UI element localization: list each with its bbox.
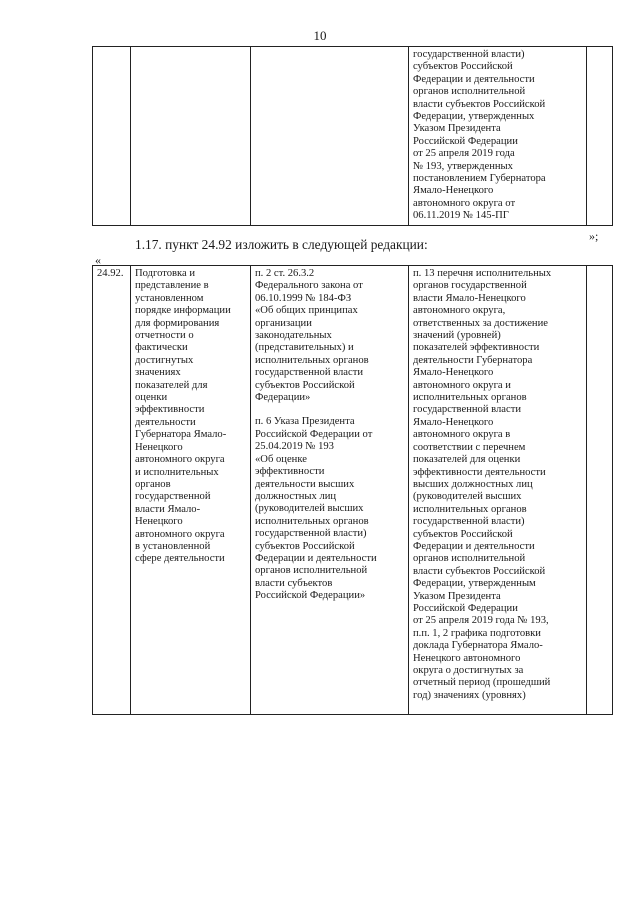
text-line: субъектов Российской	[413, 528, 513, 540]
text-line: Федерации и деятельности	[413, 73, 535, 85]
text-line: должностных лиц	[255, 490, 337, 502]
text-line: исполнительных органов	[413, 503, 527, 515]
text-line: (руководителей высших	[413, 491, 522, 503]
table-cell-extra	[587, 47, 613, 226]
amendment-text: 1.17. пункт 24.92 изложить в следующей редакции:	[135, 237, 428, 252]
text-line: государственной власти)	[413, 49, 525, 60]
text-line: 25.04.2019 № 193	[255, 441, 334, 453]
text-line: субъектов Российской	[255, 540, 355, 552]
text-line: власти субъектов	[255, 577, 333, 589]
text-line: Ямало-Ненецкого	[413, 367, 494, 379]
text-line: показателей для	[135, 379, 208, 391]
page-number: 10	[313, 28, 327, 43]
text-line: Указом Президента	[413, 590, 501, 602]
text-line: (руководителей высших	[255, 503, 364, 515]
text-line: № 193, утвержденных	[413, 160, 513, 172]
text-line: п.п. 1, 2 графика подготовки	[413, 627, 541, 639]
text-line: автономного округа от	[413, 197, 516, 209]
text-line: субъектов Российской	[413, 61, 513, 73]
text-line: отчетный период (прошедший	[413, 677, 551, 689]
table-row	[93, 47, 613, 226]
text-line: Ненецкого	[135, 516, 183, 528]
legal-basis-block-1	[255, 268, 404, 404]
text-line: Российской Федерации от	[255, 428, 373, 440]
text-line: Федерации и деятельности	[255, 552, 377, 564]
text-line: 06.10.1999 № 184-ФЗ	[255, 292, 352, 304]
text-line: деятельности Губернатора	[413, 354, 533, 366]
text-line: Указом Президента	[413, 123, 501, 135]
text-line: округа о достигнутых за	[413, 665, 524, 676]
text-line: для формирования	[135, 317, 220, 329]
text-line: установленном	[135, 292, 204, 304]
text-line: государственной	[135, 491, 211, 503]
table-cell-number	[93, 47, 131, 226]
text-line: исполнительных органов	[255, 354, 369, 366]
text-line: достигнутых	[135, 354, 194, 366]
text-line: Ненецкого автономного	[413, 652, 521, 664]
text-line: эффективности	[135, 404, 205, 416]
text-line: Губернатора Ямало-	[135, 429, 227, 441]
text-line: значений (уровней)	[413, 330, 501, 342]
text-line: представление в	[135, 280, 209, 292]
text-line: власти субъектов Российской	[413, 98, 546, 110]
text-line: Федерального закона от	[255, 280, 363, 292]
text-line: исполнительных органов	[413, 392, 527, 404]
text-line: автономного округа в	[413, 429, 511, 441]
text-line: органов	[135, 478, 171, 490]
text-line: от 25 апреля 2019 года	[413, 148, 515, 160]
table-cell-document	[409, 266, 587, 715]
text-line: организации	[255, 317, 312, 329]
text-line: «Об общих принципах	[255, 305, 358, 317]
text-line: п. 6 Указа Президента	[255, 416, 355, 428]
legal-basis-block-2	[255, 416, 404, 602]
text-line: отчетности о	[135, 330, 194, 342]
text-line: сфере деятельности	[135, 553, 225, 565]
table-row	[93, 266, 613, 715]
text-line: власти Ямало-	[135, 503, 201, 515]
text-line: власти субъектов Российской	[413, 565, 546, 577]
text-line: исполнительных органов	[255, 515, 369, 527]
table-cell-extra	[587, 266, 613, 715]
text-line: показателей для оценки	[413, 454, 521, 466]
text-line: Федерации, утвержденных	[413, 111, 535, 123]
table-cell-legal-basis	[251, 266, 409, 715]
text-line: показателей эффективности	[413, 342, 540, 354]
text-line: Российской Федерации»	[255, 590, 366, 602]
text-line: законодательных	[255, 330, 332, 342]
text-line: органов исполнительной	[413, 86, 526, 98]
text-line: «Об оценке	[255, 453, 307, 465]
text-line: год) значениях (уровнях)	[413, 689, 526, 701]
text-line: государственной власти	[255, 367, 364, 379]
text-line: автономного округа,	[413, 305, 506, 317]
text-line: Федерации, утвержденным	[413, 578, 536, 590]
text-line: Ямало-Ненецкого	[413, 185, 494, 197]
text-line: Российской Федерации	[413, 135, 518, 147]
text-line: государственной власти)	[413, 516, 525, 528]
text-line: постановлением Губернатора	[413, 173, 546, 185]
text-line: доклада Губернатора Ямало-	[413, 640, 543, 652]
text-line: значениях	[135, 367, 181, 379]
table-cell-number: 24.92.	[93, 266, 131, 715]
text-line: и исполнительных	[135, 466, 219, 478]
text-line: Ненецкого	[135, 441, 183, 453]
text-line: эффективности деятельности	[413, 466, 546, 478]
text-line: Подготовка и	[135, 268, 196, 279]
text-line: Федерации»	[255, 392, 311, 404]
text-line: ответственных за достижение	[413, 317, 548, 329]
text-line: порядке информации	[135, 305, 231, 317]
text-line: 06.11.2019 № 145-ПГ	[413, 210, 509, 222]
amendment-table	[92, 265, 613, 715]
text-line: государственной власти)	[255, 528, 367, 540]
text-line: власти Ямало-Ненецкого	[413, 292, 526, 304]
text-line: п. 2 ст. 26.3.2	[255, 268, 315, 279]
table-cell-document	[409, 47, 587, 226]
table-cell-task	[131, 266, 251, 715]
text-line: фактически	[135, 342, 188, 354]
text-line: п. 13 перечня исполнительных	[413, 268, 552, 279]
text-line: деятельности	[135, 416, 196, 428]
text-line: автономного округа	[135, 454, 225, 466]
text-line: эффективности	[255, 466, 325, 478]
text-line: Российской Федерации	[413, 602, 518, 614]
text-line: органов исполнительной	[413, 553, 526, 565]
text-line: органов государственной	[413, 280, 527, 292]
table-cell-legal-basis	[251, 47, 409, 226]
text-line: автономного округа и	[413, 379, 511, 391]
text-line: субъектов Российской	[255, 379, 355, 391]
text-line: оценки	[135, 392, 168, 404]
text-line: от 25 апреля 2019 года № 193,	[413, 615, 549, 627]
text-line: соответствии с перечнем	[413, 441, 526, 453]
text-line: автономного округа	[135, 528, 225, 540]
opening-quote: «	[95, 253, 101, 267]
text-line: органов исполнительной	[255, 565, 368, 577]
text-line: Ямало-Ненецкого	[413, 416, 494, 428]
text-line: высших должностных лиц	[413, 478, 533, 490]
text-line: государственной власти	[413, 404, 522, 416]
text-line: в установленной	[135, 540, 211, 552]
table-cell-task	[131, 47, 251, 226]
closing-quote: »;	[589, 229, 599, 243]
text-line: деятельности высших	[255, 478, 355, 490]
text-line: (представительных) и	[255, 342, 354, 354]
text-line: Федерации и деятельности	[413, 540, 535, 552]
continued-table	[92, 46, 613, 226]
